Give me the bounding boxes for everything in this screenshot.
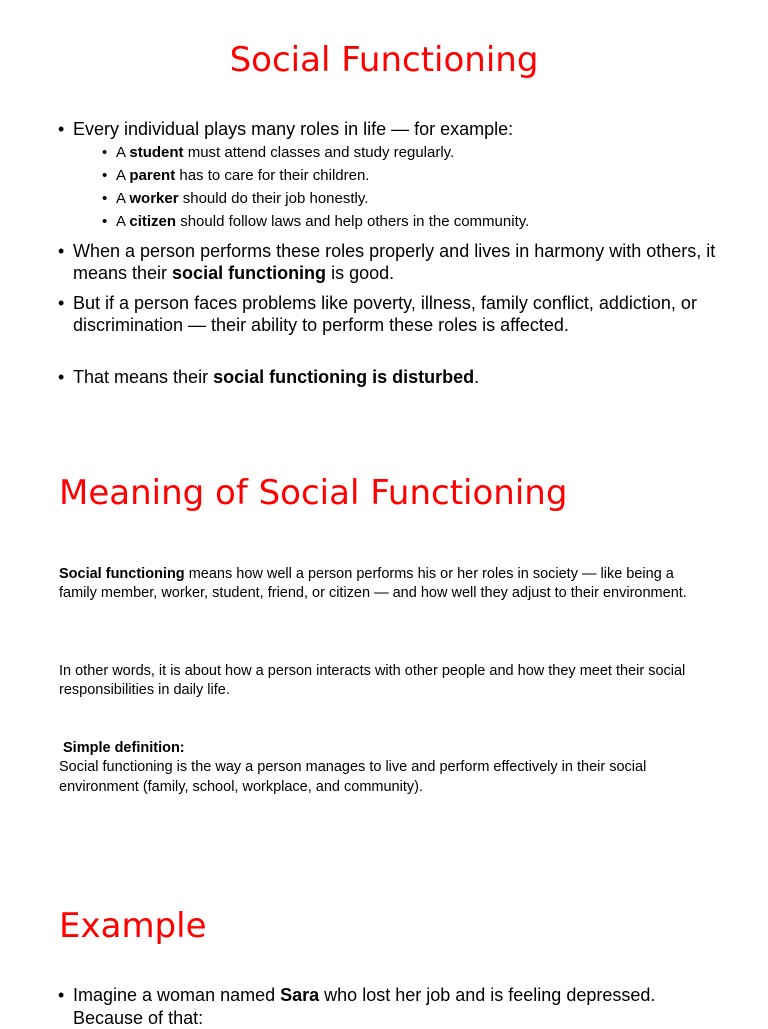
meaning-text: means how well a person performs his or her roles in society — like being a family member, worker, student, friend, or citizen — and how well they adjust to their environment.	[59, 566, 687, 602]
bullet-text-bold: social functioning	[172, 263, 327, 283]
role-name: worker	[129, 189, 179, 207]
other-words-paragraph: In other words, it is about how a person interacts with other people and how they meet their social responsibilities in daily life.	[59, 663, 686, 699]
bullet-dot-icon: •	[102, 166, 108, 184]
role-item-citizen	[102, 210, 718, 233]
role-text-post: should do their job honestly.	[178, 189, 369, 207]
bullet-text-pre: Imagine a woman named	[73, 985, 281, 1005]
bullet-text-bold: social functioning is disturbed	[213, 366, 475, 387]
bullet-text-post: who lost her job and is feeling depressed. Because of that:	[73, 985, 656, 1028]
definition-heading: Simple definition:	[63, 740, 185, 756]
role-name: citizen	[129, 212, 177, 230]
section-title-social-functioning: Social Functioning	[229, 40, 539, 80]
role-text-post: should follow laws and help others in the community.	[176, 212, 530, 230]
bullet-dot-icon: •	[58, 985, 65, 1005]
section-title-example: Example	[59, 906, 207, 946]
bullet-dot-icon: •	[102, 212, 108, 230]
role-text-post: has to care for their children.	[175, 166, 370, 184]
bullet-text-pre: When a person performs these roles properly and lives in harmony with others, it means their	[73, 240, 716, 283]
definition-text: Social functioning is the way a person manages to live and perform effectively in their social environment (family, school, workplace, and community).	[59, 759, 647, 795]
bullet-harmony	[58, 240, 718, 285]
bullet-text-post: is good.	[326, 263, 395, 283]
example-bullet-list	[58, 984, 718, 1029]
simple-definition-block	[59, 739, 699, 797]
roles-bullet-list	[58, 118, 718, 388]
bullet-sara	[58, 984, 718, 1029]
bullet-text: But if a person faces problems like poverty, illness, family conflict, addiction, or discrimination — their ability to perform these roles is affected.	[73, 292, 697, 335]
bullet-text-post: .	[474, 366, 480, 387]
bullet-disturbed	[58, 366, 718, 389]
bullet-dot-icon: •	[102, 189, 108, 207]
role-text-post: must attend classes and study regularly.	[183, 143, 455, 161]
term-bold: Social functioning	[59, 566, 185, 582]
role-text-pre: A	[116, 166, 130, 184]
roles-sub-list	[73, 141, 718, 233]
bullet-dot-icon: •	[58, 366, 65, 387]
role-item-student	[102, 141, 718, 164]
bullet-problems	[58, 292, 718, 337]
role-name: parent	[129, 166, 176, 184]
bullet-dot-icon: •	[58, 119, 65, 139]
spacer	[58, 337, 718, 366]
person-name: Sara	[280, 985, 320, 1005]
spacer	[58, 233, 718, 240]
bullet-intro	[58, 118, 718, 233]
role-name: student	[129, 143, 184, 161]
bullet-text-pre: That means their	[73, 366, 214, 387]
spacer	[58, 285, 718, 292]
intro-text: Every individual plays many roles in life — for example:	[73, 119, 514, 139]
bullet-dot-icon: •	[58, 240, 65, 261]
bullet-dot-icon: •	[58, 292, 65, 313]
role-text-pre: A	[116, 143, 130, 161]
role-text-pre: A	[116, 212, 130, 230]
role-item-parent	[102, 164, 718, 187]
section-title-meaning: Meaning of Social Functioning	[59, 473, 568, 513]
role-item-worker	[102, 187, 718, 210]
role-text-pre: A	[116, 189, 130, 207]
bullet-dot-icon: •	[102, 143, 108, 161]
meaning-paragraph	[59, 565, 699, 604]
